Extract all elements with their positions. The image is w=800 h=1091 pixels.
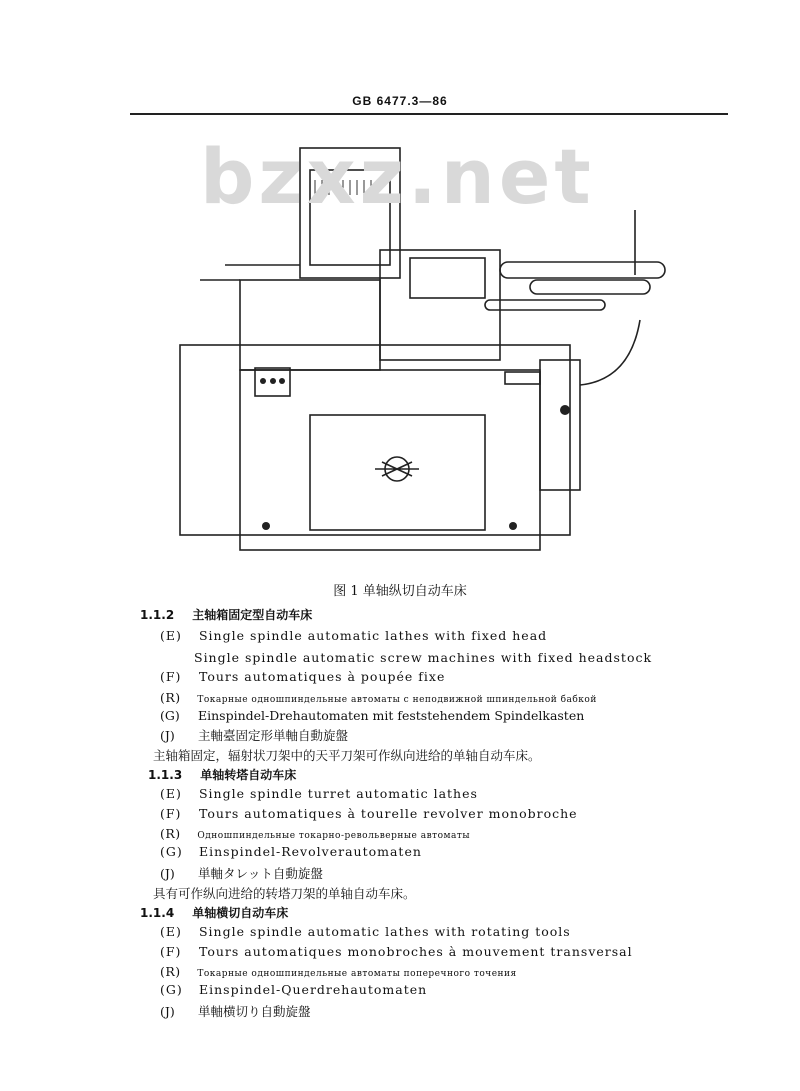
lang-label: (R)	[160, 964, 181, 979]
lang-label: (E)	[160, 924, 182, 939]
term-text: Einspindel-Drehautomaten mit feststehendem Spindelkasten	[197, 708, 585, 723]
term-text: Einspindel-Querdrehautomaten	[198, 982, 428, 997]
term-entry	[160, 964, 517, 979]
lang-label: (F)	[160, 806, 182, 821]
term-entry	[160, 844, 422, 859]
term-text: Einspindel-Revolverautomaten	[198, 844, 422, 859]
term-text: Tours automatiques à tourelle revolver monobroche	[198, 806, 578, 821]
lang-label: (G)	[160, 708, 180, 723]
term-entry	[160, 708, 584, 723]
section-description: 具有可作纵向进给的转塔刀架的单轴自动车床。	[153, 886, 416, 901]
term-text: Single spindle automatic lathes with rotating tools	[198, 924, 571, 939]
section-title: 主轴箱固定型自动车床	[192, 608, 313, 622]
section-description: 主轴箱固定，辐射状刀架中的天平刀架可作纵向进给的单轴自动车床。	[153, 748, 541, 763]
term-entry	[160, 690, 597, 705]
term-text: Tours automatiques à poupée fixe	[198, 669, 446, 684]
header-rule	[130, 113, 728, 115]
lang-label: (F)	[160, 944, 182, 959]
term-entry	[160, 1002, 311, 1020]
section-1-1-2-heading	[140, 606, 312, 623]
term-text: 単軸タレット自動旋盤	[197, 866, 323, 881]
term-text: Одношпиндельные токарно-револьверные автоматы	[197, 831, 471, 841]
term-entry	[160, 806, 578, 821]
term-text: Токарные одношпиндельные автоматы с неподвижной шпиндельной бабкой	[197, 695, 597, 705]
term-entry	[160, 864, 323, 882]
section-1-1-4-heading	[140, 904, 288, 921]
section-title: 单轴转塔自动车床	[200, 768, 297, 782]
lang-label: (R)	[160, 826, 181, 841]
term-entry	[160, 982, 427, 997]
term-text: 単軸横切り自動旋盤	[197, 1004, 311, 1019]
term-entry	[160, 628, 547, 643]
section-number: 1.1.3	[148, 768, 183, 782]
term-entry	[160, 726, 348, 744]
term-entry	[160, 786, 478, 801]
lang-label: (R)	[160, 690, 181, 705]
term-entry	[160, 924, 571, 939]
term-entry	[160, 826, 470, 841]
lang-label: (G)	[160, 982, 183, 997]
section-title: 单轴横切自动车床	[192, 906, 289, 920]
figure-caption: 图 1 单轴纵切自动车床	[333, 584, 467, 599]
term-text: Tours automatiques monobroches à mouvement transversal	[198, 944, 633, 959]
section-number: 1.1.4	[140, 906, 175, 920]
term-text: Токарные одношпиндельные автоматы поперечного точения	[197, 969, 517, 979]
term-text: Single spindle automatic lathes with fixed head	[198, 628, 548, 643]
term-entry	[160, 669, 445, 684]
lang-label: (J)	[160, 728, 175, 743]
lang-label: (F)	[160, 669, 182, 684]
term-text: Single spindle automatic screw machines with fixed headstock	[194, 650, 653, 665]
lang-label: (G)	[160, 844, 183, 859]
lang-label: (J)	[160, 866, 175, 881]
term-entry	[160, 944, 633, 959]
section-1-1-3-heading	[148, 766, 296, 783]
lang-label: (E)	[160, 786, 182, 801]
term-text: 主軸臺固定形単軸自動旋盤	[197, 728, 348, 743]
watermark: bzxz.net	[200, 132, 595, 221]
document-header: GB 6477.3—86	[352, 94, 448, 108]
term-entry	[194, 650, 652, 665]
section-number: 1.1.2	[140, 608, 175, 622]
lang-label: (J)	[160, 1004, 175, 1019]
term-text: Single spindle turret automatic lathes	[198, 786, 478, 801]
lang-label: (E)	[160, 628, 182, 643]
